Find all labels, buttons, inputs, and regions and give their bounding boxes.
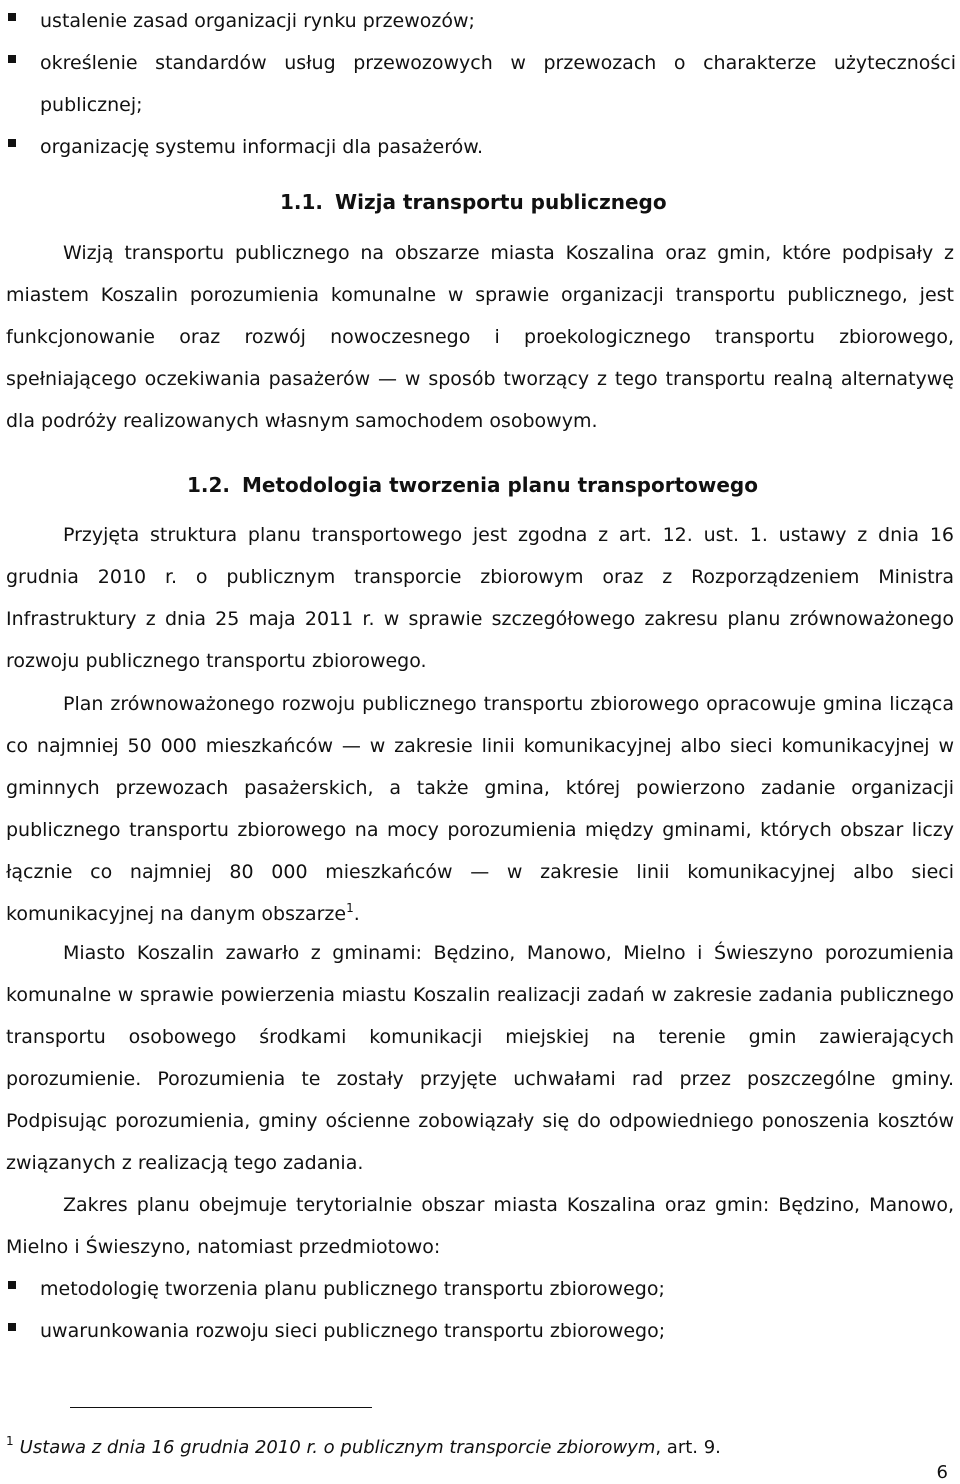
list-item [6,126,956,168]
footnote-suffix: , art. 9. [655,1437,721,1458]
list-item [6,1310,956,1352]
list-item-text: ustalenie zasad organizacji rynku przewozów; [40,10,475,32]
square-bullet-icon [8,1281,16,1289]
list-item [6,0,956,42]
paragraph-text: Plan zrównoważonego rozwoju publicznego transportu zbiorowego opracowuje gmina licząca co najmniej 50 000 mieszkańców — w zakresie linii komunikacyjnej albo sieci komunikacyjnej w gminnych przewozach pasażerskich, a także gmina, której powierzono zadanie organizacji publicznego transportu zbiorowego na mocy porozumienia między gminami, których obszar liczy łącznie co najmniej 80 000 mieszkańców — w zakresie linii komunikacyjnej albo sieci komunikacyjnej na danym obszarze [6,693,954,925]
list-item [6,1268,956,1310]
paragraph-plan [6,683,954,935]
square-bullet-icon [8,139,16,147]
top-bullet-list [6,0,956,168]
list-item-text: określenie standardów usług przewozowych w przewozach o charakterze użyteczności publicznej; [40,52,956,116]
paragraph-structure: Przyjęta struktura planu transportowego jest zgodna z art. 12. ust. 1. ustawy z dnia 16 grudnia 2010 r. o publicznym transporcie zbiorowym oraz z Rozporządzeniem Ministra Infrastruktury z dnia 25 maja 2011 r. w sprawie szczegółowego zakresu planu zrównoważonego rozwoju publicznego transportu zbiorowego. [6,524,954,672]
list-item [6,42,956,126]
bottom-bullet-list [6,1268,956,1352]
paragraph-tail: . [353,903,360,925]
footnote-separator [70,1407,372,1408]
square-bullet-icon [8,55,16,63]
square-bullet-icon [8,13,16,21]
footnote-citation: Ustawa z dnia 16 grudnia 2010 r. o publicznym transporcie zbiorowym [19,1437,656,1458]
footnote [6,1434,721,1458]
paragraph-agreements: Miasto Koszalin zawarło z gminami: Będzino, Manowo, Mielno i Świeszyno porozumienia komunalne w sprawie powierzenia miastu Koszalin realizacji zadań w zakresie zadania publicznego transportu osobowego środkami komunikacji miejskiej na terenie gmin zawierających porozumienie. Porozumienia te zostały przyjęte uchwałami rad przez poszczególne gminy. Podpisując porozumienia, gminy ościenne zobowiązały się do odpowiedniego ponoszenia kosztów związanych z realizacją tego zadania. [6,942,954,1174]
section-heading-1-2 [187,473,758,497]
section-title: Metodologia tworzenia planu transportowego [242,473,758,497]
list-item-text: metodologię tworzenia planu publicznego transportu zbiorowego; [40,1278,665,1300]
page-number: 6 [936,1462,948,1483]
paragraph-scope: Zakres planu obejmuje terytorialnie obszar miasta Koszalina oraz gmin: Będzino, Manowo, Mielno i Świeszyno, natomiast przedmiotowo: [6,1194,954,1258]
section-number: 1.1. [280,190,324,214]
footnote-mark: 1 [6,1434,14,1448]
section-heading-1-1 [280,190,667,214]
section-title: Wizja transportu publicznego [335,190,667,214]
list-item-text: uwarunkowania rozwoju sieci publicznego transportu zbiorowego; [40,1320,666,1342]
section-number: 1.2. [187,473,231,497]
paragraph-vision: Wizją transportu publicznego na obszarze miasta Koszalina oraz gmin, które podpisały z miastem Koszalin porozumienia komunalne w sprawie organizacji transportu publicznego, jest funkcjonowanie oraz rozwój nowoczesnego i proekologicznego transportu zbiorowego, spełniającego oczekiwania pasażerów — w sposób tworzący z tego transportu realną alternatywę dla podróży realizowanych własnym samochodem osobowym. [6,242,954,432]
square-bullet-icon [8,1323,16,1331]
list-item-text: organizację systemu informacji dla pasażerów. [40,136,484,158]
document-page [6,0,956,1484]
footnote-reference[interactable]: 1 [346,901,354,915]
